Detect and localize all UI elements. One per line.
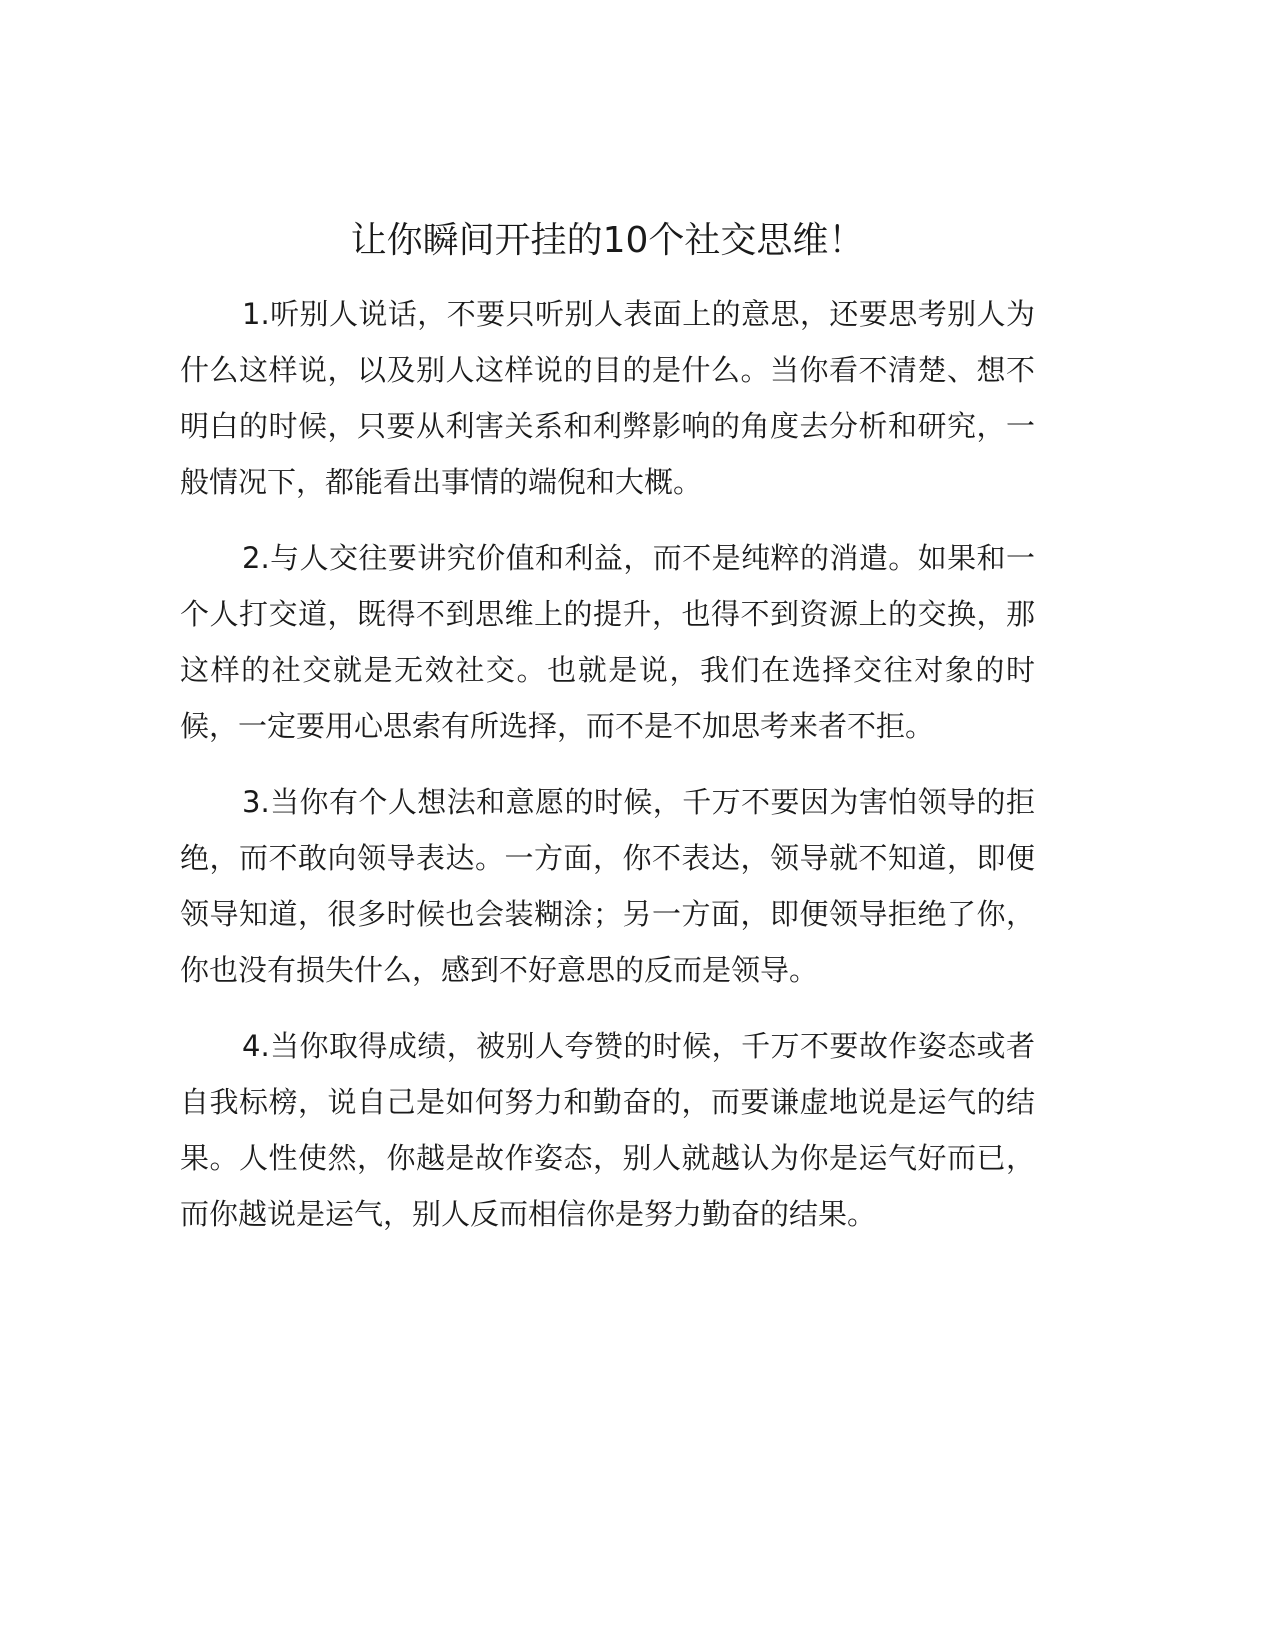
paragraph-2: 2.与人交往要讲究价值和利益，而不是纯粹的消遣。如果和一个人打交道，既得不到思维上的提升，也得不到资源上的交换，那这样的社交就是无效社交。也就是说，我们在选择交往对象的时候，一定要用心思索有所选择，而不是不加思考来者不拒。 [180,541,1035,743]
paragraph-3: 3.当你有个人想法和意愿的时候，千万不要因为害怕领导的拒绝，而不敢向领导表达。一方面，你不表达，领导就不知道，即便领导知道，很多时候也会装糊涂；另一方面，即便领导拒绝了你，你也没有损失什么，感到不好意思的反而是领导。 [180,785,1035,987]
document-title: 让你瞬间开挂的10个社交思维！ [350,220,865,261]
document-body [180,286,1035,1262]
paragraph-1: 1.听别人说话，不要只听别人表面上的意思，还要思考别人为什么这样说，以及别人这样说的目的是什么。当你看不清楚、想不明白的时候，只要从利害关系和利弊影响的角度去分析和研究，一般情况下，都能看出事情的端倪和大概。 [180,297,1035,499]
paragraph-4: 4.当你取得成绩，被别人夸赞的时候，千万不要故作姿态或者自我标榜，说自己是如何努力和勤奋的，而要谦虚地说是运气的结果。人性使然，你越是故作姿态，别人就越认为你是运气好而已，而你越说是运气，别人反而相信你是努力勤奋的结果。 [180,1029,1035,1231]
